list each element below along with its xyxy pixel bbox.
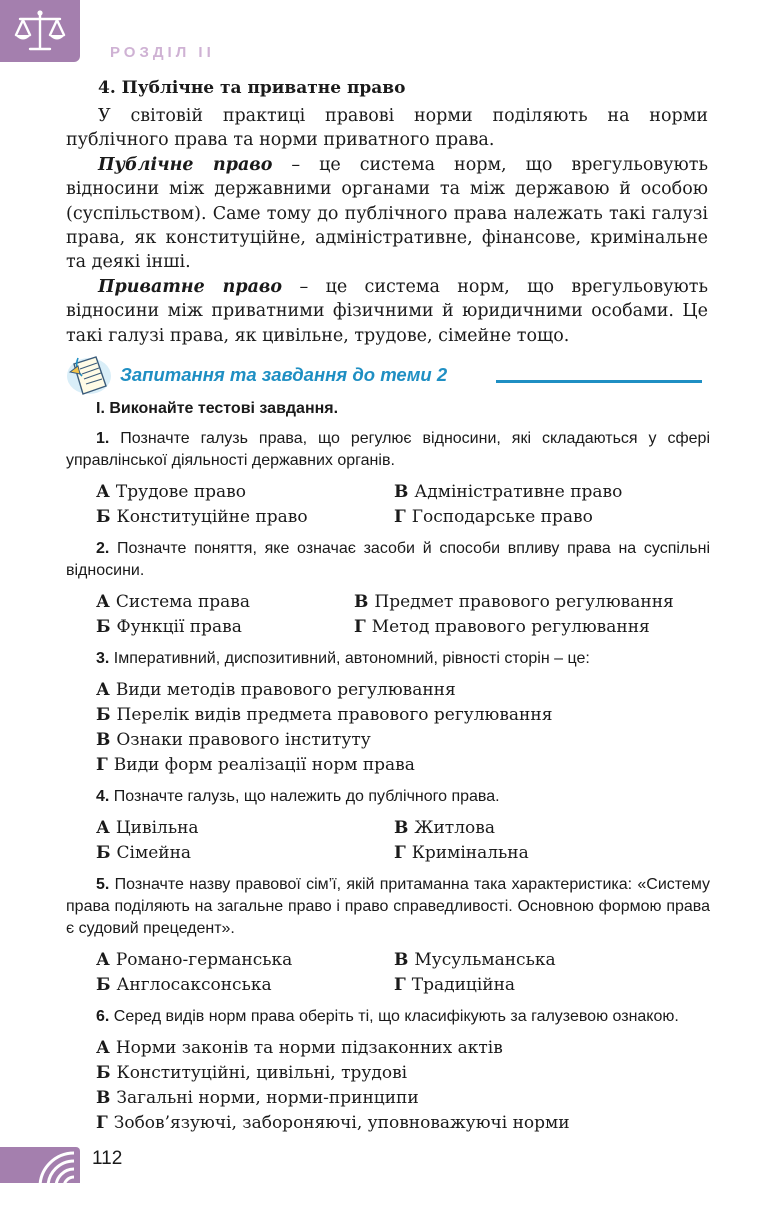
option xyxy=(96,1111,710,1136)
option xyxy=(96,948,384,973)
option-letter: В xyxy=(394,482,409,502)
subsection xyxy=(66,78,708,348)
option-text: Романо-германська xyxy=(115,950,293,970)
option xyxy=(354,615,710,640)
question-text: Позначте галузь, що належить до публічного права. xyxy=(109,788,500,805)
option-text: Трудове право xyxy=(115,482,246,502)
option xyxy=(96,973,384,998)
option xyxy=(394,948,710,973)
scales-icon xyxy=(12,8,68,54)
option-text: Конституційні, цивільні, трудові xyxy=(116,1063,408,1083)
arcs-icon xyxy=(0,1147,80,1183)
question-2 xyxy=(66,538,710,582)
notepad-icon xyxy=(66,354,112,396)
option-letter: В xyxy=(394,950,409,970)
option xyxy=(96,703,710,728)
intro-paragraph xyxy=(66,104,708,153)
option-letter: А xyxy=(96,680,110,700)
private-law-term: Приватне право xyxy=(98,276,283,297)
question-4 xyxy=(66,786,710,808)
footer-tab xyxy=(0,1147,80,1183)
question-number: 6. xyxy=(96,1008,110,1025)
option-text: Сімейна xyxy=(116,843,192,863)
question-text: Серед видів норм права оберіть ті, що класифікують за галузевою ознакою. xyxy=(109,1008,679,1025)
option-text: Традиційна xyxy=(411,975,516,995)
question-text: Позначте галузь права, що регулює відносини, які складаються у сфері управлінської діяльності державних органів. xyxy=(66,430,710,469)
option xyxy=(354,590,710,615)
subsection-title: 4. Публічне та приватне право xyxy=(98,78,406,98)
questions-header xyxy=(66,352,716,396)
option-text: Адміністративне право xyxy=(414,482,623,502)
option xyxy=(394,816,710,841)
option xyxy=(96,615,344,640)
option-letter: В xyxy=(96,730,111,750)
question-3 xyxy=(66,648,710,670)
option xyxy=(394,973,710,998)
public-law-text: – це система норм, що врегульовують відносини між державними органами та між державою й особою (суспільством). Саме тому до публічного права належать такі галузі права, як конституційне, адміністративне, фінансове, кримінальне та деякі інші. xyxy=(66,154,708,273)
page-number: 112 xyxy=(92,1148,123,1169)
option-text: Метод правового регулювання xyxy=(371,617,650,637)
question-number: 1. xyxy=(96,430,110,447)
private-law-text: – це система норм, що врегульовують відносини між приватними фізичними й юридичними особами. Це такі галузі права, як цивільне, трудове, сімейне тощо. xyxy=(66,276,708,346)
option-letter: А xyxy=(96,1038,110,1058)
question-5 xyxy=(66,874,710,940)
option xyxy=(96,816,384,841)
option-letter: Б xyxy=(96,617,111,637)
option xyxy=(394,505,710,530)
option-text: Господарське право xyxy=(411,507,593,527)
option xyxy=(96,505,384,530)
option-letter: А xyxy=(96,818,110,838)
option-letter: А xyxy=(96,592,110,612)
tasks xyxy=(66,400,710,1144)
option-letter: Б xyxy=(96,1063,111,1083)
public-law-paragraph xyxy=(66,153,708,275)
option-text: Види форм реалізації норм права xyxy=(113,755,415,775)
option xyxy=(96,1061,710,1086)
option xyxy=(96,1036,710,1061)
option-text: Функції права xyxy=(116,617,242,637)
question-6 xyxy=(66,1006,710,1028)
question-number: 5. xyxy=(96,876,110,893)
option-letter: Б xyxy=(96,705,111,725)
option-text: Система права xyxy=(115,592,250,612)
option-letter: А xyxy=(96,950,110,970)
option-letter: Г xyxy=(394,507,406,527)
option-text: Загальні норми, норми-принципи xyxy=(116,1088,419,1108)
question-4-options xyxy=(96,816,710,866)
intro-text: У світовій практиці правові норми поділяють на норми публічного права та норми приватного права. xyxy=(66,106,708,151)
option-letter: Г xyxy=(96,1113,108,1133)
questions-title-rule xyxy=(496,380,702,383)
option-text: Житлова xyxy=(414,818,495,838)
option xyxy=(96,678,710,703)
question-3-options xyxy=(96,678,710,778)
questions-title: Запитання та завдання до теми 2 xyxy=(120,364,448,385)
option-text: Конституційне право xyxy=(116,507,308,527)
option-letter: Г xyxy=(394,975,406,995)
question-5-options xyxy=(96,948,710,998)
option-letter: Б xyxy=(96,975,111,995)
option-text: Перелік видів предмета правового регулювання xyxy=(116,705,553,725)
header-tab xyxy=(0,0,80,62)
option xyxy=(96,728,710,753)
question-1-options xyxy=(96,480,710,530)
question-number: 2. xyxy=(96,540,110,557)
section-label: РОЗДІЛ ІІ xyxy=(110,44,215,61)
option-letter: Г xyxy=(354,617,366,637)
option-text: Зобов’язуючі, забороняючі, уповноважуючі норми xyxy=(113,1113,570,1133)
question-1 xyxy=(66,428,710,472)
option xyxy=(96,753,710,778)
public-law-term: Публічне право xyxy=(98,154,273,175)
option xyxy=(96,841,384,866)
question-text: Позначте поняття, яке означає засоби й способи впливу права на суспільні відносини. xyxy=(66,540,710,579)
option-text: Ознаки правового інституту xyxy=(116,730,371,750)
option xyxy=(96,1086,710,1111)
question-2-options xyxy=(96,590,710,640)
question-number: 3. xyxy=(96,650,110,667)
option-letter: А xyxy=(96,482,110,502)
option-text: Види методів правового регулювання xyxy=(115,680,456,700)
question-6-options xyxy=(96,1036,710,1136)
question-text: Імперативний, диспозитивний, автономний, рівності сторін – це: xyxy=(109,650,590,667)
option-letter: Г xyxy=(96,755,108,775)
question-text: Позначте назву правової сім’ї, якій притаманна така характеристика: «Систему права поділяють на загальне право і право справедливості. Основною формою права є судовий прецедент». xyxy=(66,876,710,937)
tasks-heading: І. Виконайте тестові завдання. xyxy=(96,400,339,417)
option-text: Кримінальна xyxy=(411,843,529,863)
option-text: Мусульманська xyxy=(414,950,556,970)
option-letter: Б xyxy=(96,843,111,863)
question-number: 4. xyxy=(96,788,110,805)
option-text: Предмет правового регулювання xyxy=(374,592,674,612)
option-letter: В xyxy=(354,592,369,612)
option-text: Англосаксонська xyxy=(116,975,272,995)
option xyxy=(394,480,710,505)
option xyxy=(96,480,384,505)
option-letter: Г xyxy=(394,843,406,863)
option-letter: В xyxy=(96,1088,111,1108)
option-text: Норми законів та норми підзаконних актів xyxy=(115,1038,503,1058)
option-letter: В xyxy=(394,818,409,838)
option-letter: Б xyxy=(96,507,111,527)
option xyxy=(96,590,344,615)
private-law-paragraph xyxy=(66,275,708,348)
option xyxy=(394,841,710,866)
option-text: Цивільна xyxy=(115,818,199,838)
